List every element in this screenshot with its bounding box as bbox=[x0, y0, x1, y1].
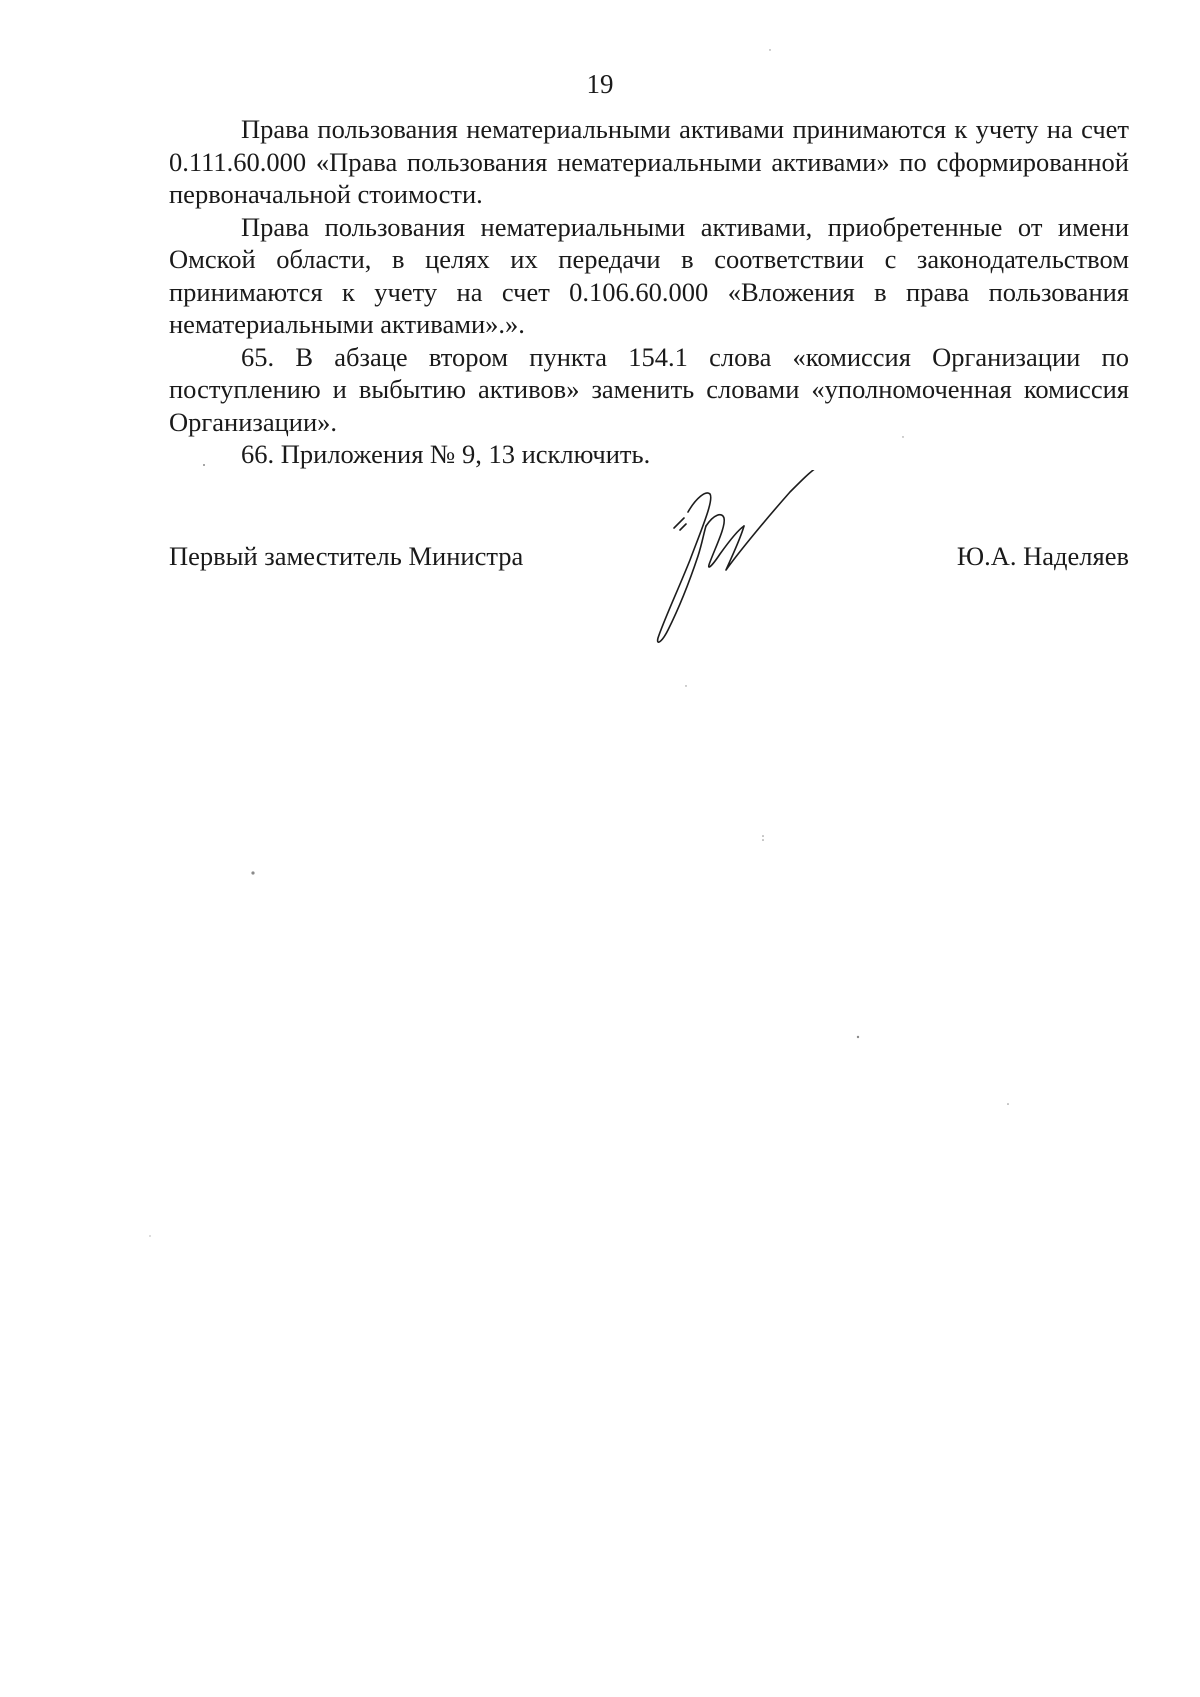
document-body bbox=[169, 113, 1129, 471]
paragraph-intangible-rights-omsk: Права пользования нематериальными активами, приобретенные от имени Омской области, в целях их передачи в соответствии с законодательством принимаются к учету на счет 0.106.60.000 «Вложения в права пользования нематериальными активами».». bbox=[169, 211, 1129, 339]
signatory-position: Первый заместитель Министра bbox=[169, 541, 524, 571]
paragraph-item-66: 66. Приложения № 9, 13 исключить. bbox=[241, 439, 651, 469]
signatory-name: Ю.А. Наделяев bbox=[956, 541, 1129, 571]
page-number: 19 bbox=[586, 69, 614, 99]
paragraph-intangible-rights-account: Права пользования нематериальными активами принимаются к учету на счет 0.111.60.000 «Права пользования нематериальными активами» по сформированной первоначальной стоимости. bbox=[169, 114, 1129, 209]
handwritten-signature bbox=[640, 470, 840, 650]
paragraph-item-65: 65. В абзаце втором пункта 154.1 слова «комиссия Организации по поступлению и выбытию активов» заменить словами «уполномоченная комиссия Организации». bbox=[169, 341, 1129, 437]
